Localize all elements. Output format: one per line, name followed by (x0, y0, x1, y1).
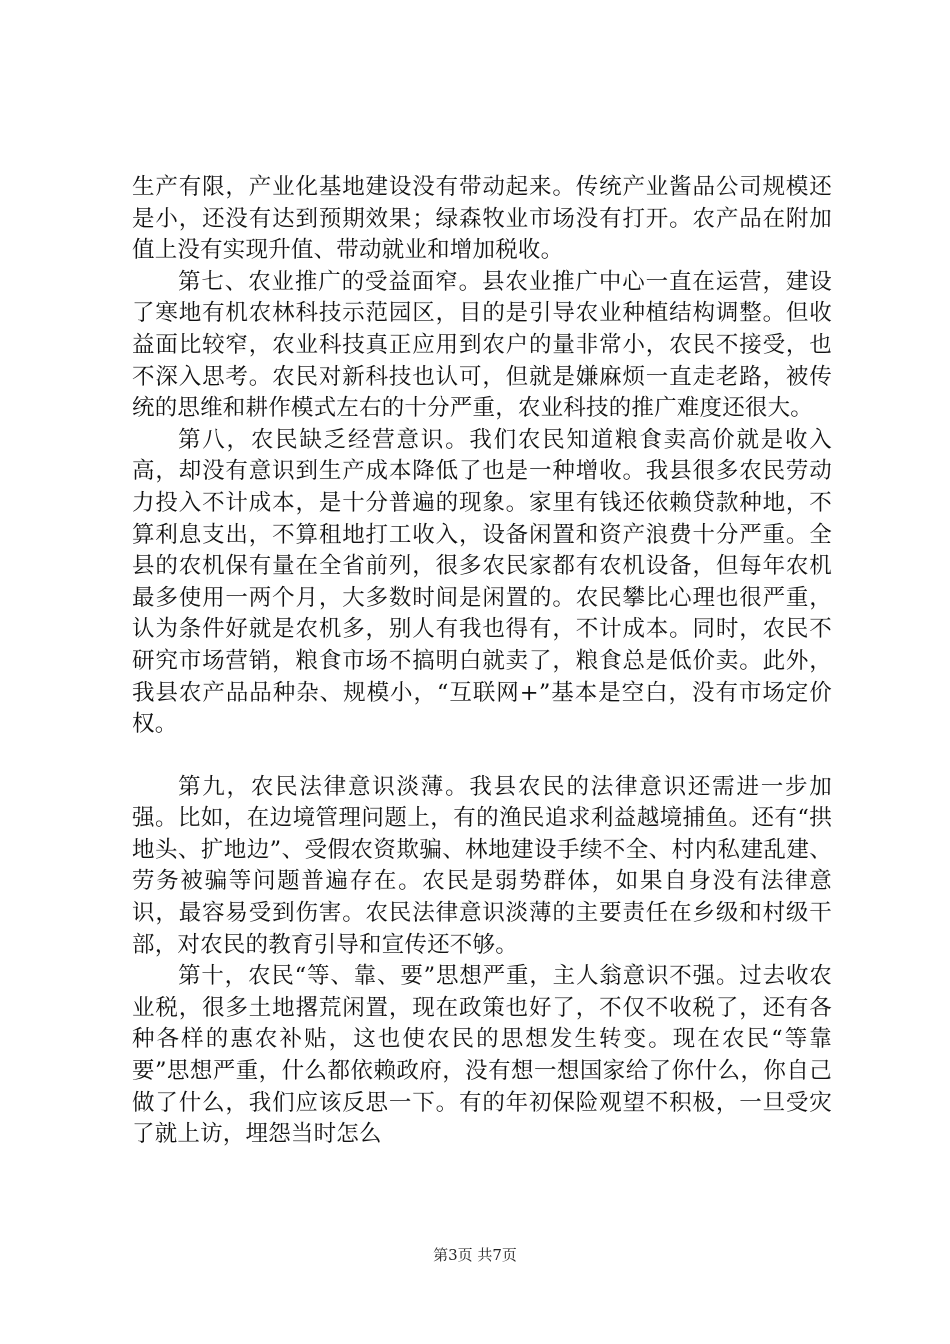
paragraph-point-ten: 第十，农民“等、靠、要”思想严重，主人翁意识不强。过去收农业税，很多土地撂荒闲置，现在政策也好了，不仅不收税了，还有各种各样的惠农补贴，这也使农民的思想发生转变。现在农民“等靠要”思想严重，什么都依赖政府，没有想一想国家给了你什么，你自己做了什么，我们应该反思一下。有的年初保险观望不积极，一旦受灾了就上访，埋怨当时怎么 (132, 963, 832, 1148)
paragraph-point-seven: 第七、农业推广的受益面窄。县农业推广中心一直在运营，建设了寒地有机农林科技示范园区，目的是引导农业种植结构调整。但收益面比较窄，农业科技真正应用到农户的量非常小，农民不接受，也不深入思考。农民对新科技也认可，但就是嫌麻烦一直走老路，被传统的思维和耕作模式左右的十分严重，农业科技的推广难度还很大。 (132, 268, 832, 422)
page-number-footer: 第3页 共7页 (433, 1246, 517, 1264)
paragraph-point-nine: 第九，农民法律意识淡薄。我县农民的法律意识还需进一步加强。比如，在边境管理问题上，有的渔民追求利益越境捕鱼。还有“拱地头、扩地边”、受假农资欺骗、林地建设手续不全、村内私建乱建、劳务被骗等问题普遍存在。农民是弱势群体，如果自身没有法律意识，最容易受到伤害。农民法律意识淡薄的主要责任在乡级和村级干部，对农民的教育引导和宣传还不够。 (132, 773, 832, 958)
paragraph-point-eight: 第八，农民缺乏经营意识。我们农民知道粮食卖高价就是收入高，却没有意识到生产成本降低了也是一种增收。我县很多农民劳动力投入不计成本，是十分普遍的现象。家里有钱还依赖贷款种地，不算利息支出，不算租地打工收入，设备闲置和资产浪费十分严重。全县的农机保有量在全省前列，很多农民家都有农机设备，但每年农机最多使用一两个月，大多数时间是闲置的。农民攀比心理也很严重，认为条件好就是农机多，别人有我也得有，不计成本。同时，农民不研究市场营销，粮食市场不搞明白就卖了，粮食总是低价卖。此外，我县农产品品种杂、规模小，“互联网+”基本是空白，没有市场定价权。 (132, 426, 832, 738)
paragraph-continued: 生产有限，产业化基地建设没有带动起来。传统产业酱品公司规模还是小，还没有达到预期效果；绿森牧业市场没有打开。农产品在附加值上没有实现升值、带动就业和增加税收。 (132, 174, 832, 264)
document-body (132, 172, 832, 1151)
